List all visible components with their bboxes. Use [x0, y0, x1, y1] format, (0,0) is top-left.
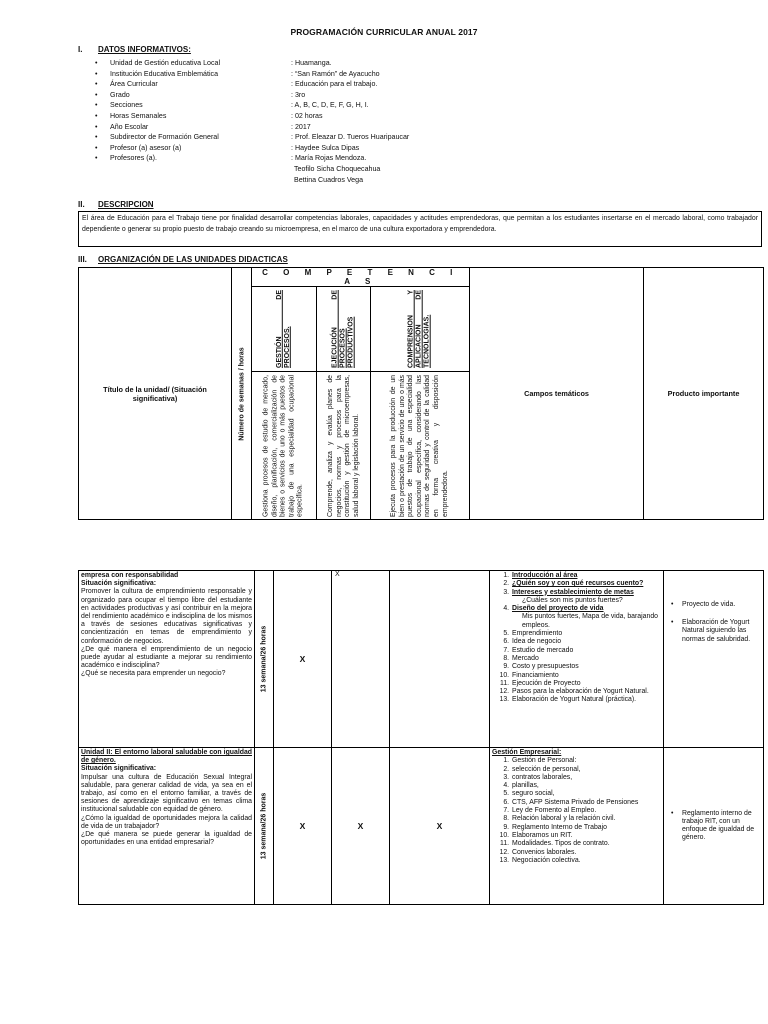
info-value: : María Rojas Mendoza.: [291, 154, 367, 163]
topic-item: 7. Estudio de mercado: [511, 647, 661, 655]
product-item: • Reglamento interno de trabajo RIT, con un enfoque de igualdad de género.: [682, 810, 759, 843]
info-label: Grado: [110, 90, 130, 99]
topic-item: 11. Ejecución de Proyecto: [511, 680, 661, 688]
section-3-title: ORGANIZACIÓN DE LAS UNIDADES DIDACTICAS: [98, 255, 288, 264]
topic-item: 13. Elaboración de Yogurt Natural (práctica).: [511, 696, 661, 704]
unit-cell: [79, 748, 255, 905]
situation-label: Situación significativa:: [81, 580, 157, 588]
competencia-title-text: COMPRENSION Y APLICACION DE TECNOLOGIAS.: [407, 290, 432, 368]
campos-col-header: Campos temáticos: [470, 268, 644, 520]
competencia-mark: X: [390, 748, 490, 905]
topic-item: 3. Intereses y establecimiento de metas ¿Cuáles son mis puntos fuertes?: [511, 589, 661, 606]
topic-item: 1. Introducción al área: [511, 572, 661, 580]
info-value: : A, B, C, D, E, F, G, H, I.: [291, 101, 369, 110]
section-3-heading: [78, 255, 288, 264]
info-label: Unidad de Gestión educativa Local: [110, 59, 221, 67]
topic-item: 5. seguro social,: [511, 790, 661, 798]
info-value: : Prof. Eleazar D. Tueros Huaripaucar: [291, 133, 410, 142]
info-label: Subdirector de Formación General: [110, 133, 219, 142]
competencia-mark: X: [274, 748, 332, 905]
unit-col-header: Título de la unidad/ (Situación significativa): [79, 268, 232, 520]
guiding-question: ¿Qué se necesita para emprender un negocio?: [81, 670, 226, 678]
competencia-mark: [390, 571, 490, 748]
competencia-desc-text: Ejecuta procesos para la producción de un bien o prestación de un servicio de uno o más puestos de trabajo de una especialidad ocupacional específica, considerando las normas de seguridad y control de la calidad en forma creativa y disposición emprendedora.: [389, 374, 449, 517]
situation-text: Impulsar una cultura de Educación Sexual Integral saludable, para generar calidad de vida, ya sea en el trabajo, así como en el entorno familiar, a través de sesiones de aprendizaje significativo en temas clima institucional saludable con equidad de género.: [81, 773, 252, 814]
units-body-table: [78, 570, 764, 905]
extra-teacher: Bettina Cuadros Vega: [294, 176, 364, 184]
competencia-mark: X: [332, 571, 390, 748]
info-label: Institución Educativa Emblemática: [110, 69, 219, 78]
competencia-title-2: [317, 287, 371, 372]
situation-text: Promover la cultura de emprendimiento responsable y organizado para ocupar el tiempo libre del estudiante en actividades productivas y así contribuir en la mejora del rendimiento académico e indisciplina de los mismos a través de sesiones educativas significativas y concientización en temas de emprendimiento y conformación de negocios.: [81, 588, 252, 645]
products-cell: [664, 571, 764, 748]
topic-item: 8. Mercado: [511, 655, 661, 663]
info-label: Área Curricular: [110, 80, 158, 89]
unit-cell: [79, 571, 255, 748]
topic-item: 2. selección de personal,: [511, 766, 661, 774]
section-1-heading: [78, 45, 191, 54]
info-label: Año Escolar: [110, 122, 149, 131]
weeks-col-header: [232, 268, 252, 520]
section-1-number: I.: [78, 45, 83, 54]
topic-item: 12. Convenios laborales.: [511, 849, 661, 857]
competencia-title-3: [371, 287, 470, 372]
topic-item: 4. planillas,: [511, 782, 661, 790]
weeks-text: 13 semana/26 horas: [260, 625, 268, 693]
info-label: Secciones: [110, 101, 143, 110]
product-item: • Proyecto de vida.: [682, 601, 759, 609]
topic-item: 9. Reglamento Interno de Trabajo: [511, 824, 661, 832]
info-value: : 3ro: [291, 90, 306, 99]
section-2-heading: [78, 200, 154, 209]
competencia-mark: X: [332, 748, 390, 905]
info-value: : 2017: [291, 122, 311, 131]
topic-item: 3. contratos laborales,: [511, 774, 661, 782]
topics-cell: [490, 748, 664, 905]
units-header-table: [78, 267, 764, 520]
section-2-number: II.: [78, 200, 85, 209]
product-item: • Elaboración de Yogurt Natural siguiendo las normas de salubridad.: [682, 619, 759, 644]
competencia-title-text: GESTIÓN DE PROCESOS.: [275, 290, 291, 368]
info-label: Profesores (a).: [110, 154, 157, 163]
competencia-title-1: [252, 287, 317, 372]
info-value: : 02 horas: [291, 111, 323, 120]
guiding-question: ¿De qué manera el emprendimiento de un negocio puede ayudar al estudiante a mejorar su rendimiento académico e indisciplina?: [81, 645, 252, 670]
topic-item: 8. Relación laboral y la relación civil.: [511, 815, 661, 823]
weeks-cell: [255, 571, 274, 748]
topic-item: 2. ¿Quién soy y con qué recursos cuento?: [511, 580, 661, 588]
info-value: : “San Ramón” de Ayacucho: [291, 69, 380, 78]
unit-title: empresa con responsabilidad: [81, 572, 179, 579]
competencia-desc-1: [252, 372, 317, 520]
description-box: El área de Educación para el Trabajo tiene por finalidad desarrollar competencias laborales, capacidades y actitudes emprendedoras, que permitan a los estudiantes insertarse en el mercado laboral, como trabajador dependiente o generar su propio puesto de trabajo creando su microempresa, en el marco de una cultura exportadora y emprendedora.: [78, 211, 762, 247]
extra-teacher: Teofilo Sicha Choquecahua: [294, 165, 381, 173]
topic-item: 5. Emprendimiento: [511, 630, 661, 638]
info-label: Profesor (a) asesor (a): [110, 143, 182, 152]
topic-item: 6. Idea de negocio: [511, 638, 661, 646]
weeks-text: 13 semana/26 horas: [260, 792, 268, 860]
products-cell: [664, 748, 764, 905]
topic-item: 10. Elaboramos un RIT.: [511, 832, 661, 840]
topic-item: 10. Financiamiento: [511, 672, 661, 680]
info-value: : Haydee Sulca Dipas: [291, 143, 360, 152]
topic-item: 7. Ley de Fomento al Empleo.: [511, 807, 661, 815]
topic-item: 4. Diseño del proyecto de vida Mis puntos fuertes, Mapa de vida, barajando empleos.: [511, 605, 661, 630]
document-title: PROGRAMACIÓN CURRICULAR ANUAL 2017: [290, 27, 478, 37]
topic-item: 11. Modalidades. Tipos de contrato.: [511, 840, 661, 848]
section-1-title: DATOS INFORMATIVOS:: [98, 45, 191, 54]
section-2-title: DESCRIPCION: [98, 200, 154, 209]
unit-row: [79, 748, 764, 905]
competencia-desc-3: [371, 372, 470, 520]
competencia-mark: X: [274, 571, 332, 748]
topic-item: 6. CTS, AFP Sistema Privado de Pensiones: [511, 799, 661, 807]
weeks-cell: [255, 748, 274, 905]
topics-heading: Gestión Empresarial:: [492, 749, 562, 756]
guiding-question: ¿De qué manera se puede generar la igualdad de oportunidades en una entidad empresarial?: [81, 831, 252, 847]
producto-col-header: Producto importante: [644, 268, 764, 520]
topic-item: 9. Costo y presupuestos: [511, 663, 661, 671]
topic-item: 1. Gestión de Personal:: [511, 757, 661, 765]
info-label: Horas Semanales: [110, 111, 167, 120]
competencia-desc-text: Gestiona procesos de estudio de mercado, diseño, planificación, comercialización de bienes o servicios de uno o más puestos de trabajo de una especialidad ocupacional específica.: [262, 374, 304, 517]
guiding-question: ¿Cómo la igualdad de oportunidades mejora la calidad de vida de un trabajador?: [81, 814, 252, 830]
weeks-col-label: Número de semanas / horas: [238, 346, 245, 441]
topics-cell: [490, 571, 664, 748]
competencias-title: C O M P E T E N C I A S: [252, 268, 470, 287]
info-value: : Educación para el trabajo.: [291, 80, 378, 89]
section-3-number: III.: [78, 255, 87, 264]
situation-label: Situación significativa:: [81, 765, 157, 773]
unit-title: Unidad II: El entorno laboral saludable con igualdad de género.: [81, 749, 252, 765]
unit-row: [79, 571, 764, 748]
topic-item: 12. Pasos para la elaboración de Yogurt Natural.: [511, 688, 661, 696]
competencia-title-text: EJECUCIÓN DE PROCESOS PRODUCTIVOS: [331, 290, 355, 368]
info-value: : Huamanga.: [291, 59, 332, 67]
competencia-desc-text: Comprende, analiza y evalúa planes de negocios, normas y procesos para la constitución y gestión de microempresas, salud laboral y legislación laboral.: [326, 374, 360, 517]
competencia-desc-2: [317, 372, 371, 520]
topic-item: 13. Negociación colectiva.: [511, 857, 661, 865]
